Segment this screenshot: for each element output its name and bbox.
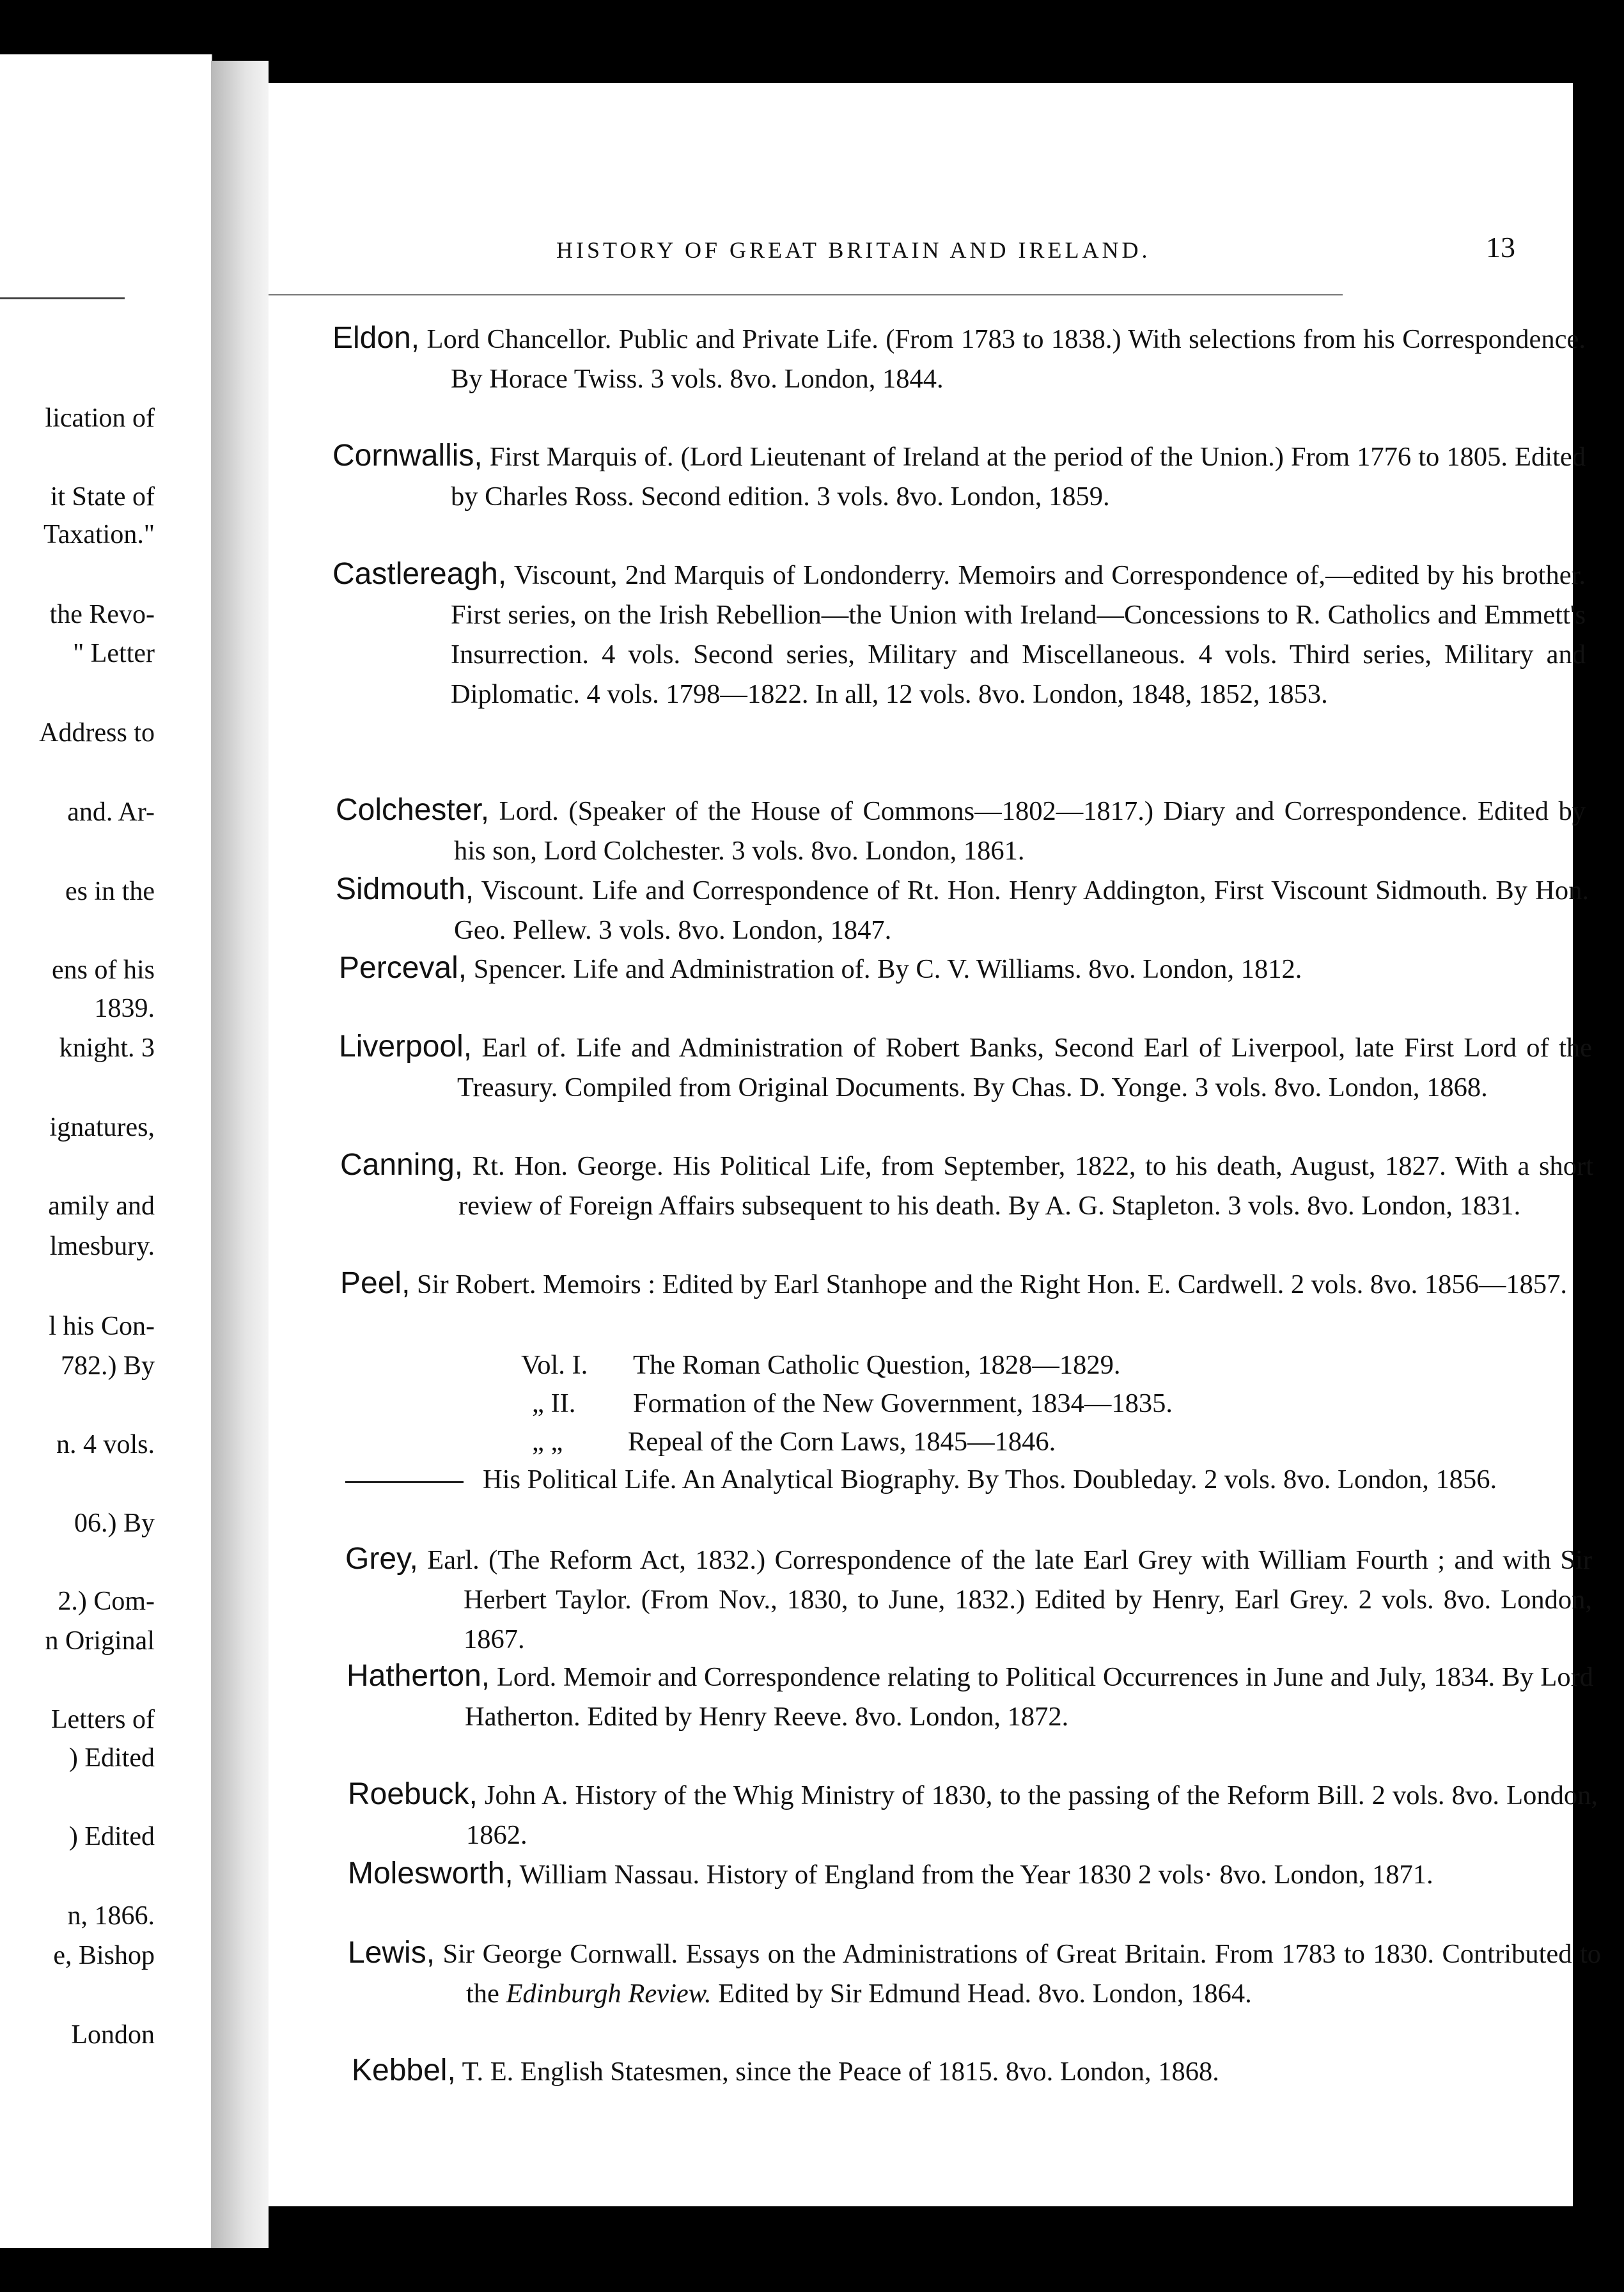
left-page-line: lication of xyxy=(45,404,155,433)
peel-volume-3: „ „ Repeal of the Corn Laws, 1845—1846. xyxy=(532,1427,1056,1457)
bib-entry-eldon: Eldon, Lord Chancellor. Public and Private Life. (From 1783 to 1838.) With selections from his Correspondence. By Horace Twiss. 3 vols. 8vo. London, 1844. xyxy=(332,321,1586,394)
bib-entry-grey: Grey, Earl. (The Reform Act, 1832.) Correspondence of the late Earl Grey with William Fourth ; and with Sir Herbert Taylor. (From Nov., 1830, to June, 1832.) Edited by Henry, Earl Grey. 2 vols. 8vo. London, 1867. xyxy=(345,1542,1592,1654)
bib-entry-perceval: Perceval, Spencer. Life and Administration of. By C. V. Williams. 8vo. London, 1812. xyxy=(339,951,1302,985)
bib-entry-cornwallis: Cornwallis, First Marquis of. (Lord Lieutenant of Ireland at the period of the Union.) From 1776 to 1805. Edited by Charles Ross. Second edition. 3 vols. 8vo. London, 1859. xyxy=(332,439,1586,512)
left-page-line: lmesbury. xyxy=(49,1232,155,1261)
left-page-line: n, 1866. xyxy=(67,1901,155,1931)
left-page-line: Address to xyxy=(39,718,155,748)
left-page-line: amily and xyxy=(48,1191,155,1221)
left-page-line: knight. 3 xyxy=(59,1033,155,1063)
peel-volume-2: „ II. Formation of the New Government, 1834—1835. xyxy=(532,1388,1173,1418)
left-page-line: ) Edited xyxy=(68,1743,155,1773)
peel-volume-1: Vol. I. The Roman Catholic Question, 1828—1829. xyxy=(521,1350,1121,1380)
header-rule xyxy=(269,294,1343,295)
left-page-line: it State of xyxy=(50,482,155,512)
bib-entry-sidmouth: Sidmouth, Viscount. Life and Correspondence of Rt. Hon. Henry Addington, First Viscount Sidmouth. By Hon. Geo. Pellew. 3 vols. 8vo. London, 1847. xyxy=(336,872,1589,945)
left-page-line: 1839. xyxy=(94,994,155,1023)
left-page-line: ignatures, xyxy=(49,1113,155,1142)
bib-entry-canning: Canning, Rt. Hon. George. His Political Life, from September, 1822, to his death, August, 1827. With a short review of Foreign Affairs subsequent to his death. By A. G. Stapleton. 3 vols. 8vo. London, 1831. xyxy=(340,1148,1593,1221)
bib-entry-lewis: Lewis, Sir George Cornwall. Essays on the Administrations of Great Britain. From 1783 to 1830. Contributed to the Edinburgh Review. Edited by Sir Edmund Head. 8vo. London, 1864. xyxy=(348,1936,1601,2009)
left-page-line: n Original xyxy=(45,1626,155,1656)
bib-entry-molesworth: Molesworth, William Nassau. History of England from the Year 1830 2 vols· 8vo. London, 1871. xyxy=(348,1856,1433,1890)
left-page-line: es in the xyxy=(65,877,155,906)
ditto-dash xyxy=(345,1481,464,1483)
left-page-line: the Revo- xyxy=(49,600,155,629)
left-page-line: 06.) By xyxy=(74,1509,155,1538)
book-gutter xyxy=(211,61,269,2248)
bib-entry-kebbel: Kebbel, T. E. English Statesmen, since the Peace of 1815. 8vo. London, 1868. xyxy=(352,2053,1219,2087)
left-page-line: ens of his xyxy=(52,955,155,985)
left-page-line: Letters of xyxy=(51,1705,155,1734)
left-page-line: Taxation." xyxy=(43,520,155,549)
running-head: HISTORY OF GREAT BRITAIN AND IRELAND. xyxy=(556,237,1151,263)
bib-entry-roebuck: Roebuck, John A. History of the Whig Ministry of 1830, to the passing of the Reform Bill. 2 vols. 8vo. London, 1862. xyxy=(348,1777,1598,1850)
bib-entry-hatherton: Hatherton, Lord. Memoir and Correspondence relating to Political Occurrences in June and July, 1834. By Lord Hatherton. Edited by Henry Reeve. 8vo. London, 1872. xyxy=(347,1659,1593,1732)
bib-entry-peel: Peel, Sir Robert. Memoirs : Edited by Earl Stanhope and the Right Hon. E. Cardwell. 2 vols. 8vo. 1856—1857. xyxy=(340,1266,1567,1300)
left-page-line: n. 4 vols. xyxy=(56,1430,155,1459)
bib-entry-castlereagh: Castlereagh, Viscount, 2nd Marquis of Londonderry. Memoirs and Correspondence of,—edited by his brother. First series, on the Irish Rebellion—the Union with Ireland—Concessions to R. Catholics and Emmett's Insurrection. 4 vols. Second series, Military and Miscellaneous. 4 vols. Third series, Military and Diplomatic. 4 vols. 1798—1822. In all, 12 vols. 8vo. London, 1848, 1852, 1853. xyxy=(332,557,1586,709)
left-page-line: 782.) By xyxy=(61,1351,155,1381)
left-page-line: e, Bishop xyxy=(53,1941,155,1970)
bib-entry-peel-political-life: His Political Life. An Analytical Biography. By Thos. Doubleday. 2 vols. 8vo. London, 1856. xyxy=(345,1460,1592,1500)
bib-entry-colchester: Colchester, Lord. (Speaker of the House of Commons—1802—1817.) Diary and Correspondence. Edited by his son, Lord Colchester. 3 vols. 8vo. London, 1861. xyxy=(336,793,1586,866)
bib-entry-liverpool: Liverpool, Earl of. Life and Administration of Robert Banks, Second Earl of Liverpool, late First Lord of the Treasury. Compiled from Original Documents. By Chas. D. Yonge. 3 vols. 8vo. London, 1868. xyxy=(339,1030,1592,1103)
left-page-line: and. Ar- xyxy=(67,797,155,827)
left-page-line: " Letter xyxy=(73,639,155,668)
left-page-line: 2.) Com- xyxy=(58,1587,155,1616)
left-page-line: ) Edited xyxy=(68,1822,155,1851)
left-page-line: London xyxy=(71,2020,155,2050)
left-page xyxy=(0,54,212,2248)
page-number: 13 xyxy=(1486,231,1515,263)
right-page xyxy=(269,83,1601,2206)
left-page-rule xyxy=(0,297,125,299)
left-page-line: l his Con- xyxy=(49,1312,155,1341)
